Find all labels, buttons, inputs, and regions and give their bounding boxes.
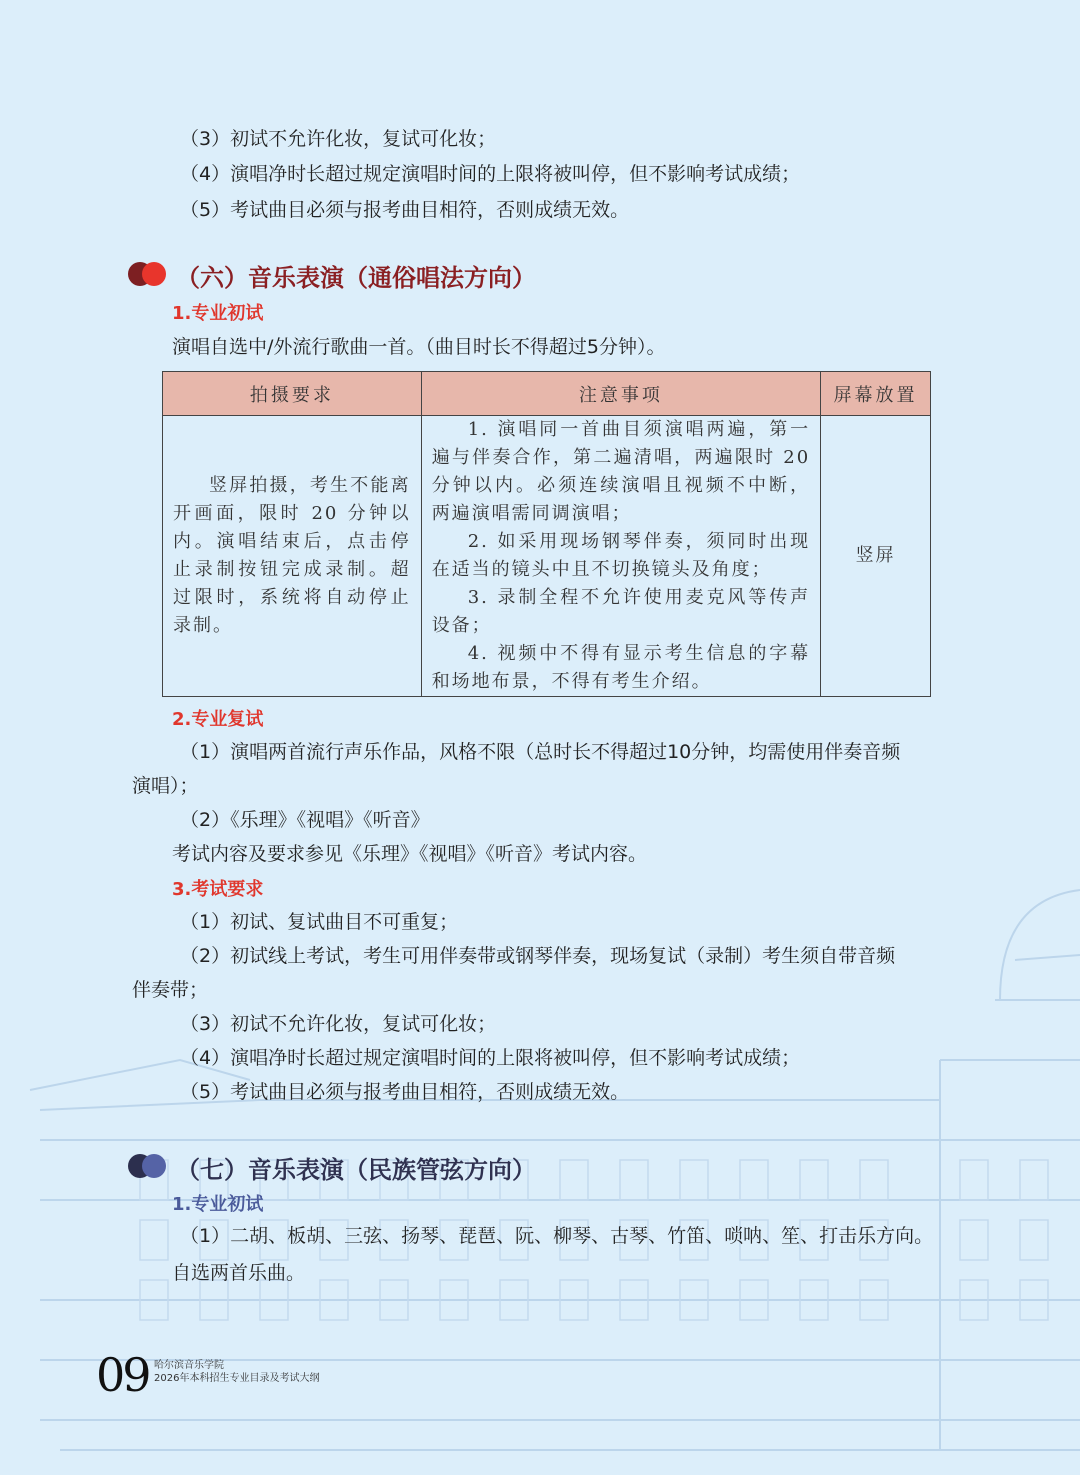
cell-notes — [421, 416, 820, 697]
req-item-1: （1）初试、复试曲目不可重复； — [180, 911, 459, 933]
req-item-3: （3）初试不允许化妆，复试可化妆； — [180, 1013, 497, 1035]
table-header-row — [163, 372, 931, 416]
double-circle-red-icon — [128, 262, 168, 286]
section-6-subheading-requirements: 3.考试要求 — [172, 879, 264, 900]
req-item-2: （2）初试线上考试，考生可用伴奏带或钢琴伴奏，现场复试（录制）考生须自带音频 — [180, 945, 896, 967]
note-3: 3. 录制全程不允许使用麦克风等传声设备； — [431, 587, 811, 636]
section-7-item-1-cont: 自选两首乐曲。 — [172, 1262, 306, 1284]
section-6-subheading-retest: 2.专业复试 — [172, 709, 264, 730]
requirements-table — [162, 371, 931, 697]
shooting-requirements-text: 竖屏拍摄，考生不能离开画面，限时 20 分钟以内。演唱结束后，点击停止录制按钮完成录制。超过限时，系统将自动停止录制。 — [173, 475, 411, 636]
retest-item-2: （2）《乐理》《视唱》《听音》 — [180, 809, 430, 831]
req-item-2-cont: 伴奏带； — [132, 979, 209, 1001]
page-number: 09 — [96, 1348, 149, 1402]
section-6-initial-text: 演唱自选中/外流行歌曲一首。（曲目时长不得超过5分钟）。 — [172, 336, 666, 358]
header-notes: 注意事项 — [421, 372, 820, 416]
note-1: 1. 演唱同一首曲目须演唱两遍，第一遍与伴奏合作，第二遍清唱，两遍限时 20 分钟以内。必须连续演唱且视频不中断，两遍演唱需同调演唱； — [431, 419, 811, 524]
section-7-title: （七）音乐表演（民族管弦方向） — [176, 1156, 536, 1184]
cell-shooting-requirements — [163, 416, 422, 697]
retest-item-2-desc: 考试内容及要求参见《乐理》《视唱》《听音》考试内容。 — [172, 843, 648, 865]
school-name: 哈尔滨音乐学院 — [154, 1360, 224, 1371]
cell-screen-orientation: 竖屏 — [821, 416, 931, 697]
note-4: 4. 视频中不得有显示考生信息的字幕和场地布景，不得有考生介绍。 — [431, 643, 811, 692]
document-title: 2026年本科招生专业目录及考试大纲 — [154, 1373, 320, 1384]
header-shooting-requirements: 拍摄要求 — [163, 372, 422, 416]
top-list-item-5: （5）考试曲目必须与报考曲目相符，否则成绩无效。 — [180, 199, 630, 221]
retest-item-1: （1）演唱两首流行声乐作品，风格不限（总时长不得超过10分钟，均需使用伴奏音频 — [180, 741, 901, 763]
footer-caption — [154, 1359, 319, 1385]
req-item-5: （5）考试曲目必须与报考曲目相符，否则成绩无效。 — [180, 1081, 630, 1103]
section-7-subheading-initial: 1.专业初试 — [172, 1194, 264, 1215]
section-6-subheading-initial: 1.专业初试 — [172, 303, 264, 324]
table-row — [163, 416, 931, 697]
note-2: 2. 如采用现场钢琴伴奏，须同时出现在适当的镜头中且不切换镜头及角度； — [431, 531, 811, 580]
retest-item-1-cont: 演唱）； — [132, 775, 199, 797]
top-list-item-4: （4）演唱净时长超过规定演唱时间的上限将被叫停，但不影响考试成绩； — [180, 163, 801, 185]
req-item-4: （4）演唱净时长超过规定演唱时间的上限将被叫停，但不影响考试成绩； — [180, 1047, 801, 1069]
top-list-item-3: （3）初试不允许化妆，复试可化妆； — [180, 128, 497, 150]
double-circle-blue-icon — [128, 1154, 168, 1178]
section-6-title: （六）音乐表演（通俗唱法方向） — [176, 264, 536, 292]
section-7-item-1: （1）二胡、板胡、三弦、扬琴、琵琶、阮、柳琴、古琴、竹笛、唢呐、笙、打击乐方向。 — [180, 1225, 934, 1247]
header-screen-orientation: 屏幕放置 — [821, 372, 931, 416]
